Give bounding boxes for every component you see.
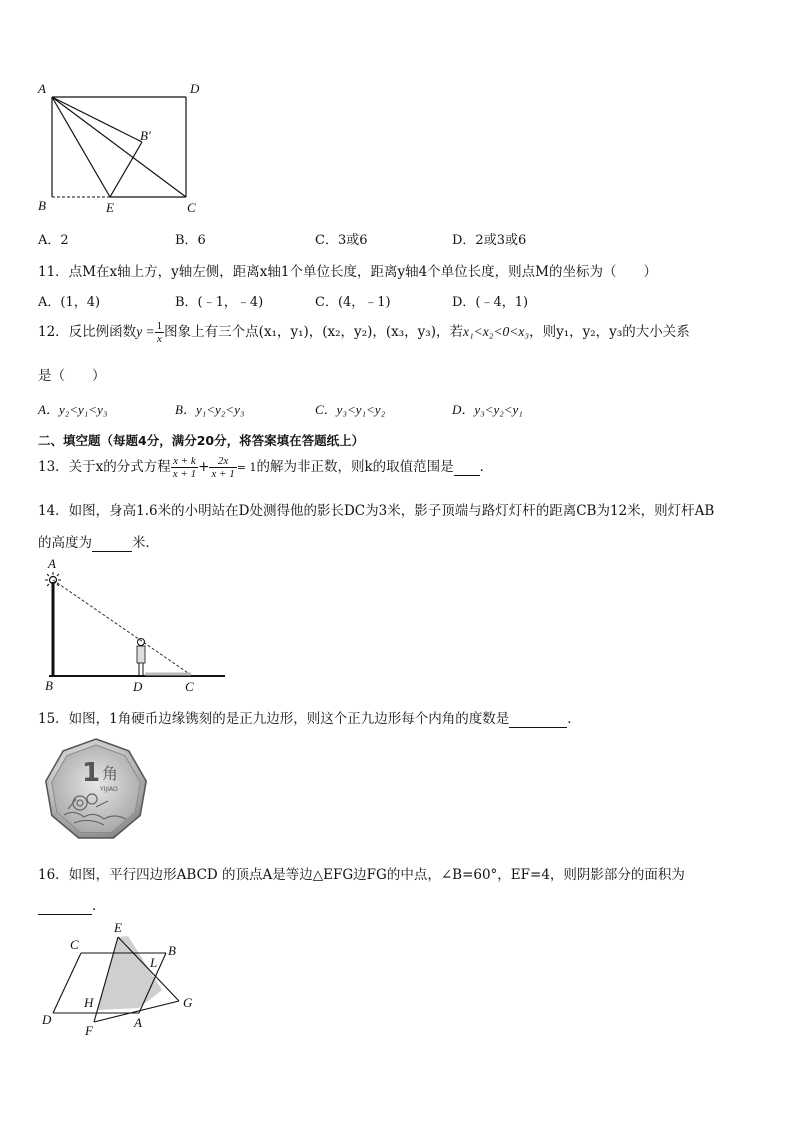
q12-option-a[interactable]: A．y₂<y₁<y₃ bbox=[38, 402, 108, 417]
q13-f2-den: x + 1 bbox=[211, 468, 235, 480]
label-g: G bbox=[183, 995, 193, 1010]
q12-stem-post: ，则y₁，y₂，y₃的大小关系 bbox=[529, 324, 690, 340]
q13-eq: = 1 bbox=[236, 461, 257, 474]
q10-option-c[interactable]: C．3或6 bbox=[315, 233, 368, 248]
segment-eb-prime bbox=[110, 142, 142, 197]
coin-pinyin: YIJIAO bbox=[100, 786, 118, 793]
label-c: C bbox=[70, 937, 79, 952]
label-a: A bbox=[48, 558, 56, 571]
q13-plus: + bbox=[198, 459, 210, 475]
q10-figure bbox=[30, 78, 210, 218]
coin-unit: 角 bbox=[102, 764, 119, 783]
light-ray bbox=[53, 580, 191, 675]
q15-stem-text: 15．如图，1角硬币边缘镌刻的是正九边形，则这个正九边形每个内角的度数是 bbox=[38, 711, 510, 727]
label-b-prime: B′ bbox=[140, 128, 151, 143]
q11-option-b[interactable]: B．(﹣1，﹣4) bbox=[175, 295, 264, 310]
q12-option-c[interactable]: C．y₃<y₁<y₂ bbox=[315, 402, 386, 417]
label-c: C bbox=[187, 200, 196, 215]
label-f: F bbox=[85, 1023, 93, 1038]
q13-stem bbox=[38, 455, 493, 480]
q15-stem bbox=[38, 707, 581, 728]
label-d: D bbox=[190, 81, 200, 96]
q16-end: ． bbox=[92, 898, 106, 914]
q11-stem: 11．点M在x轴上方，y轴左侧，距离x轴1个单位长度，距离y轴4个单位长度，则点M的坐标为（ ） bbox=[38, 264, 657, 280]
q12-condition: x₁<x₂<0<x₃ bbox=[462, 324, 530, 339]
label-a: A bbox=[38, 81, 46, 96]
q10-option-a[interactable]: A．2 bbox=[38, 233, 69, 248]
label-b: B bbox=[45, 678, 53, 693]
q14-stem-line1: 14．如图，身高1.6米的小明站在D处测得他的影长DC为3米，影子顶端与路灯灯杆的距离CB为12米，则灯杆AB bbox=[38, 503, 715, 519]
label-e: E bbox=[106, 200, 114, 215]
q14-stem-line2 bbox=[38, 531, 159, 552]
q12-stem bbox=[38, 320, 690, 345]
q13-f1-den: x + 1 bbox=[172, 468, 197, 480]
q14-line2-pre: 的高度为 bbox=[38, 535, 92, 551]
q11-option-c[interactable]: C．(4，﹣1) bbox=[315, 295, 391, 310]
q16-figure bbox=[38, 920, 208, 1042]
label-e: E bbox=[114, 920, 122, 935]
q12-option-d[interactable]: D．y₃<y₂<y₁ bbox=[452, 402, 523, 417]
section-fill-in-heading: 二、填空题（每题4分，满分20分，将答案填在答题纸上） bbox=[38, 433, 365, 448]
q11-option-a[interactable]: A．(1，4) bbox=[38, 295, 101, 310]
q11-option-d[interactable]: D．(﹣4，1) bbox=[452, 295, 529, 310]
q13-f2-num: 2x bbox=[209, 455, 236, 468]
label-d: D bbox=[133, 679, 143, 694]
q12-stem-mid: 图象上有三个点(x₁，y₁)，(x₂，y₂)，(x₃，y₃)，若 bbox=[164, 324, 463, 340]
q13-answer-blank[interactable] bbox=[454, 459, 480, 476]
q12-stem-pre: 12．反比例函数 bbox=[38, 324, 137, 340]
q13-end: ． bbox=[479, 459, 494, 475]
q14-figure bbox=[35, 558, 235, 698]
q12-option-b[interactable]: B．y₁<y₂<y₃ bbox=[175, 402, 245, 417]
q16-answer-blank[interactable] bbox=[38, 898, 92, 915]
q15-end: ． bbox=[567, 711, 581, 727]
q12-fraction bbox=[155, 320, 165, 345]
q10-option-b[interactable]: B．6 bbox=[175, 233, 206, 248]
person-icon bbox=[137, 639, 145, 676]
q10-option-d[interactable]: D．2或3或6 bbox=[452, 233, 527, 248]
q13-post: 的解为非正数，则k的取值范围是 bbox=[256, 459, 454, 475]
q14-line2-post: 米． bbox=[132, 535, 159, 551]
q16-answer-line bbox=[38, 894, 106, 915]
parallelogram-cd bbox=[53, 953, 81, 1013]
q13-fraction-1 bbox=[171, 455, 198, 480]
coin-value: 1 bbox=[82, 758, 101, 788]
q12-y-eq: y = bbox=[136, 324, 155, 339]
q13-f1-num: x + k bbox=[171, 455, 198, 468]
q14-answer-blank[interactable] bbox=[92, 535, 132, 552]
label-h: H bbox=[84, 995, 94, 1010]
q13-fraction-2 bbox=[209, 455, 236, 480]
q13-pre: 13．关于x的分式方程 bbox=[38, 459, 171, 475]
label-l: L bbox=[150, 955, 158, 970]
shadow bbox=[145, 673, 191, 676]
q12-frac-num: 1 bbox=[156, 320, 163, 332]
label-a: A bbox=[134, 1015, 142, 1030]
label-b: B bbox=[168, 943, 176, 958]
q15-coin-figure bbox=[34, 737, 158, 851]
q16-stem: 16．如图，平行四边形ABCD 的顶点A是等边△EFG边FG的中点，∠B=60°，EF=4，则阴影部分的面积为 bbox=[38, 867, 685, 883]
q12-frac-den: x bbox=[156, 333, 162, 345]
q12-stem-line2: 是（ ） bbox=[38, 368, 106, 384]
q15-answer-blank[interactable] bbox=[509, 711, 567, 728]
label-b: B bbox=[38, 198, 46, 213]
label-c: C bbox=[185, 679, 194, 694]
label-d: D bbox=[42, 1012, 52, 1027]
